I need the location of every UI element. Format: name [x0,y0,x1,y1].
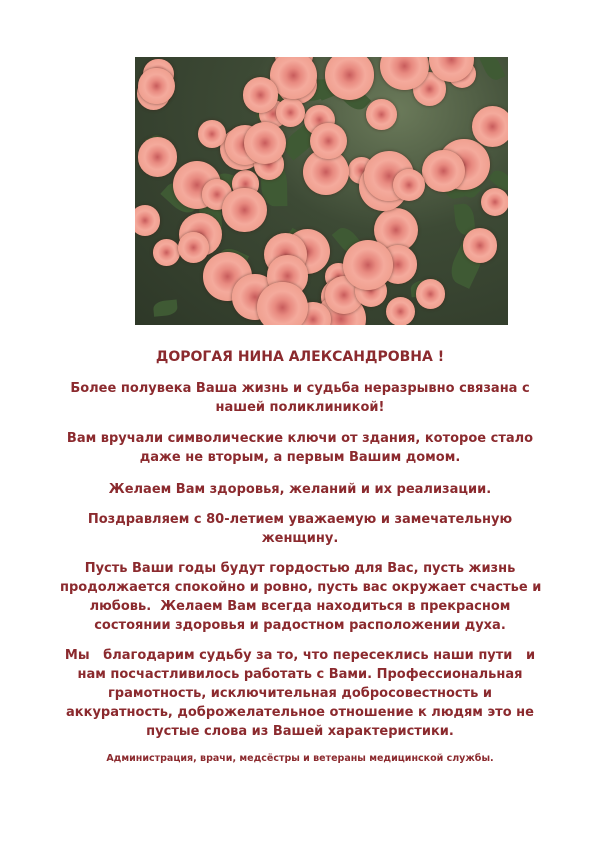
rose [481,188,508,216]
rose [138,137,177,176]
text-line: продолжается спокойно и ровно, пусть вас окружает счастье и [60,580,542,595]
text-line: нам посчастливилось работать с Вами. Профессиональная [77,667,523,682]
rose [153,239,180,266]
rose [472,106,508,147]
rose [138,68,174,104]
greeting-title: ДОРОГАЯ НИНА АЛЕКСАНДРОВНА ! [155,349,445,365]
rose [243,77,278,112]
leaf [152,300,178,317]
rose [343,240,393,290]
paragraph-6 [60,646,540,741]
rose [257,282,308,325]
paragraph-3 [60,480,540,499]
text-line: грамотность, исключительная добросовестность и [107,686,493,701]
text-line: даже не вторым, а первым Вашим домом. [139,450,461,465]
text-line: любовь. Желаем Вам всегда находиться в прекрасном [89,599,511,614]
roses-photo [135,57,508,325]
text-line: Мы благодарим судьбу за то, что пересеклись наши пути и [64,648,536,663]
rose [276,98,305,127]
text-line: аккуратность, доброжелательное отношение к людям это не [66,705,534,720]
text-line: Более полувека Ваша жизнь и судьба неразрывно связана с [70,381,530,396]
paragraph-4 [60,510,540,548]
text-line: женщину. [261,531,339,546]
paragraph-1 [60,379,540,417]
text-line: пустые слова из Вашей характеристики. [146,724,454,739]
rose [198,120,226,148]
rose [178,232,209,263]
text-line: Поздравляем с 80-летием уважаемую и замечательную [87,512,513,527]
text-line: нашей поликлиникой! [215,400,385,415]
text-line: состоянии здоровья и радостном расположении духа. [94,618,506,633]
rose [416,279,445,308]
paragraph-5 [60,559,540,635]
rose [244,122,286,164]
rose [310,123,346,159]
rose [393,169,425,201]
rose [222,188,266,232]
rose [325,57,374,100]
text-line: Пусть Ваши годы будут гордостью для Вас, пусть жизнь [84,561,516,576]
rose [135,205,160,235]
signature-footer: Администрация, врачи, медсёстры и ветераны медицинской службы. [106,753,494,764]
text-line: Желаем Вам здоровья, желаний и их реализации. [108,482,492,497]
leaf [480,57,506,82]
rose [386,297,415,325]
rose [366,99,397,130]
rose [463,228,498,263]
text-line: Вам вручали символические ключи от здания, которое стало [66,431,534,446]
paragraph-2 [60,429,540,467]
rose [422,150,465,193]
